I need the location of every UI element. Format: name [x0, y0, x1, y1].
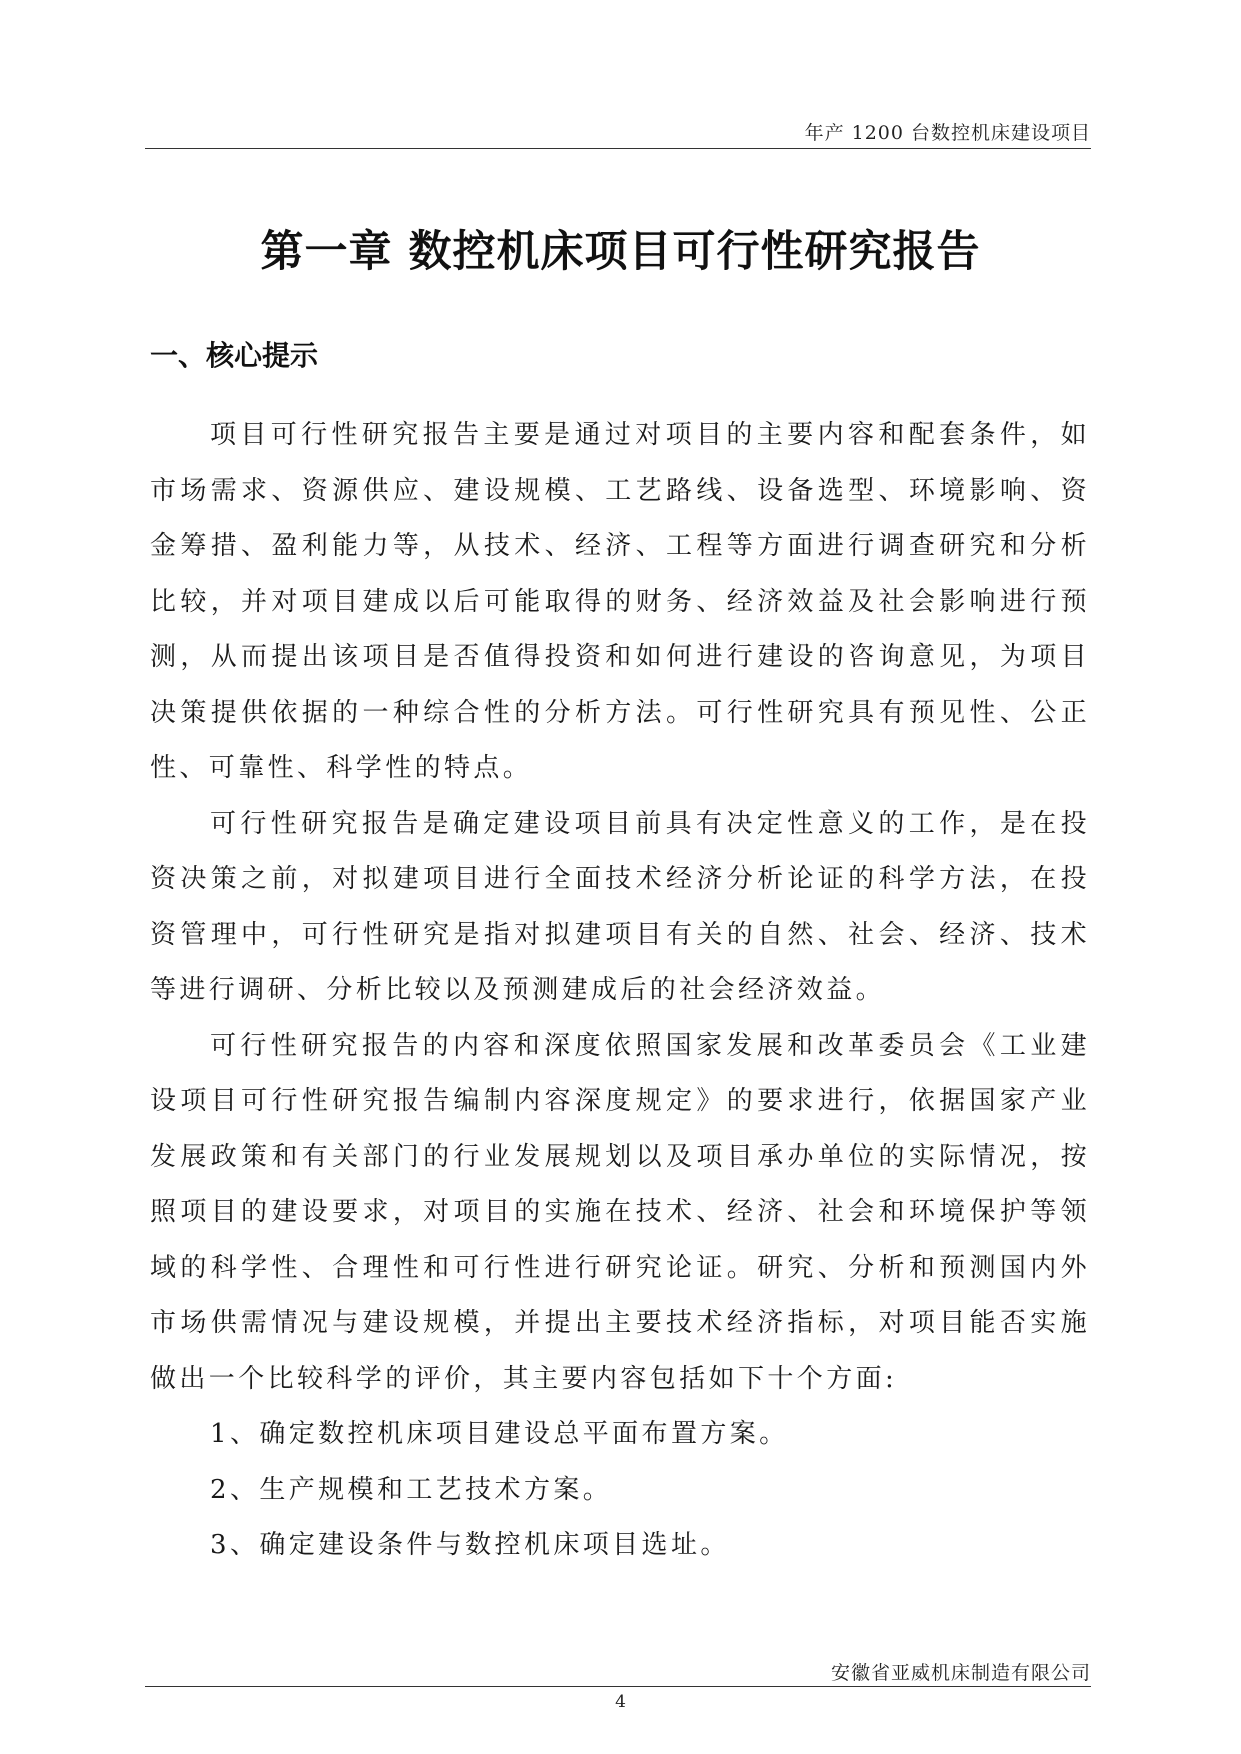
section-heading: 一、核心提示	[150, 339, 319, 372]
body-text	[150, 408, 1090, 1574]
footer-company: 安徽省亚威机床制造有限公司	[830, 1662, 1091, 1684]
chapter-title: 第一章 数控机床项目可行性研究报告	[260, 227, 981, 277]
list-item: 3、确定建设条件与数控机床项目选址。	[210, 1530, 730, 1560]
paragraph: 项目可行性研究报告主要是通过对项目的主要内容和配套条件，如市场需求、资源供应、建设规模、工艺路线、设备选型、环境影响、资金筹措、盈利能力等，从技术、经济、工程等方面进行调查研究和分析比较，并对项目建成以后可能取得的财务、经济效益及社会影响进行预测，从而提出该项目是否值得投资和如何进行建设的咨询意见，为项目决策提供依据的一种综合性的分析方法。可行性研究具有预见性、公正性、可靠性、科学性的特点。	[150, 420, 1090, 783]
list-item: 1、确定数控机床项目建设总平面布置方案。	[210, 1419, 789, 1449]
running-header: 年产 1200 台数控机床建设项目	[804, 122, 1091, 144]
paragraph: 可行性研究报告的内容和深度依照国家发展和改革委员会《工业建设项目可行性研究报告编制内容深度规定》的要求进行，依据国家产业发展政策和有关部门的行业发展规划以及项目承办单位的实际情况，按照项目的建设要求，对项目的实施在技术、经济、社会和环境保护等领域的科学性、合理性和可行性进行研究论证。研究、分析和预测国内外市场供需情况与建设规模，并提出主要技术经济指标，对项目能否实施做出一个比较科学的评价，其主要内容包括如下十个方面:	[150, 1030, 1090, 1394]
list-item: 2、生产规模和工艺技术方案。	[210, 1474, 613, 1505]
paragraph: 可行性研究报告是确定建设项目前具有决定性意义的工作，是在投资决策之前，对拟建项目进行全面技术经济分析论证的科学方法，在投资管理中，可行性研究是指对拟建项目有关的自然、社会、经济、技术等进行调研、分析比较以及预测建成后的社会经济效益。	[150, 808, 1090, 1005]
page-number: 4	[615, 1692, 626, 1712]
footer-divider	[145, 1686, 1091, 1687]
header-divider	[145, 148, 1091, 149]
